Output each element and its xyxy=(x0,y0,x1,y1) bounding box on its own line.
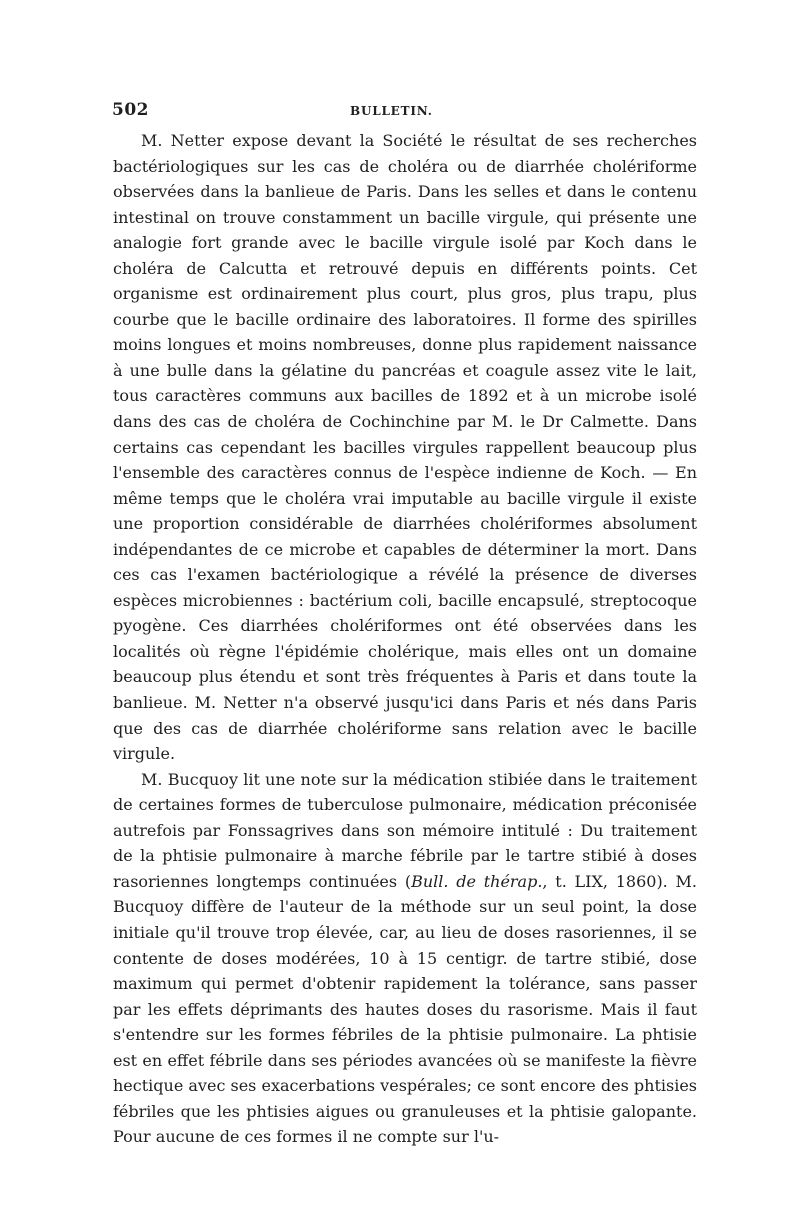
running-head: BULLETIN. xyxy=(350,104,433,118)
paragraph-bucquoy-text-after: , t. LIX, 1860). M. Bucquoy diffère de l'auteur de la méthode sur un seul point, la dose initiale qu'il trouve trop élevée, car, au lieu de doses rasoriennes, il se contente de doses modérées, 10 à 15 centigr. de tartre stibié, dose maximum qui permet d'obtenir rapidement la tolérance, sans passer par les effets déprimants des hautes doses du rasorisme. Mais il faut s'entendre sur les formes fébriles de la phtisie pulmonaire. La phtisie est en effet fébrile dans ses périodes avancées où se manifeste la fièvre hectique avec ses exacerbations vespérales; ce sont encore des phtisies fébriles que les phtisies aigues ou granuleuses et la phtisie galopante. Pour aucune de ces formes il ne compte sur l'u- xyxy=(113,871,697,1147)
citation-bull-therap: Bull. de thérap. xyxy=(411,871,543,891)
paragraph-bucquoy xyxy=(113,767,697,1150)
body-text xyxy=(113,128,697,1150)
page-number: 502 xyxy=(112,100,149,120)
paragraph-netter: M. Netter expose devant la Société le résultat de ses recherches bactériologiques sur les cas de choléra ou de diarrhée cholériforme observées dans la banlieue de Paris. Dans les selles et dans le contenu intestinal on trouve constamment un bacille virgule, qui présente une analogie fort grande avec le bacille virgule isolé par Koch dans le choléra de Calcutta et retrouvé depuis en différents points. Cet organisme est ordinairement plus court, plus gros, plus trapu, plus courbe que le bacille ordinaire des laboratoires. Il forme des spirilles moins longues et moins nombreuses, donne plus rapidement naissance à une bulle dans la gélatine du pancréas et coagule assez vite le lait, tous caractères communs aux bacilles de 1892 et à un microbe isolé dans des cas de choléra de Cochinchine par M. le Dr Calmette. Dans certains cas cependant les bacilles virgules rappellent beaucoup plus l'ensemble des caractères connus de l'espèce indienne de Koch. — En même temps que le choléra vrai imputable au bacille virgule il existe une proportion considérable de diarrhées cholériformes absolument indépendantes de ce microbe et capables de déterminer la mort. Dans ces cas l'examen bactériologique a révélé la présence de diverses espèces microbiennes : bactérium coli, bacille encapsulé, streptocoque pyogène. Ces diarrhées cholériformes ont été observées dans les localités où règne l'épidémie cholérique, mais elles ont un domaine beaucoup plus étendu et sont très fréquentes à Paris et dans toute la banlieue. M. Netter n'a observé jusqu'ici dans Paris et nés dans Paris que des cas de diarrhée cholériforme sans relation avec le bacille virgule. xyxy=(113,131,697,764)
paragraph-bucquoy-text-before: M. Bucquoy lit une note sur la médication stibiée dans le traitement de certaines formes de tuberculose pulmonaire, médication préconisée autrefois par Fonssagrives dans son mémoire intitulé : Du traitement de la phtisie pulmonaire à marche fébrile par le tartre stibié à doses rasoriennes longtemps continuées ( xyxy=(113,769,697,891)
page-header xyxy=(112,100,702,124)
